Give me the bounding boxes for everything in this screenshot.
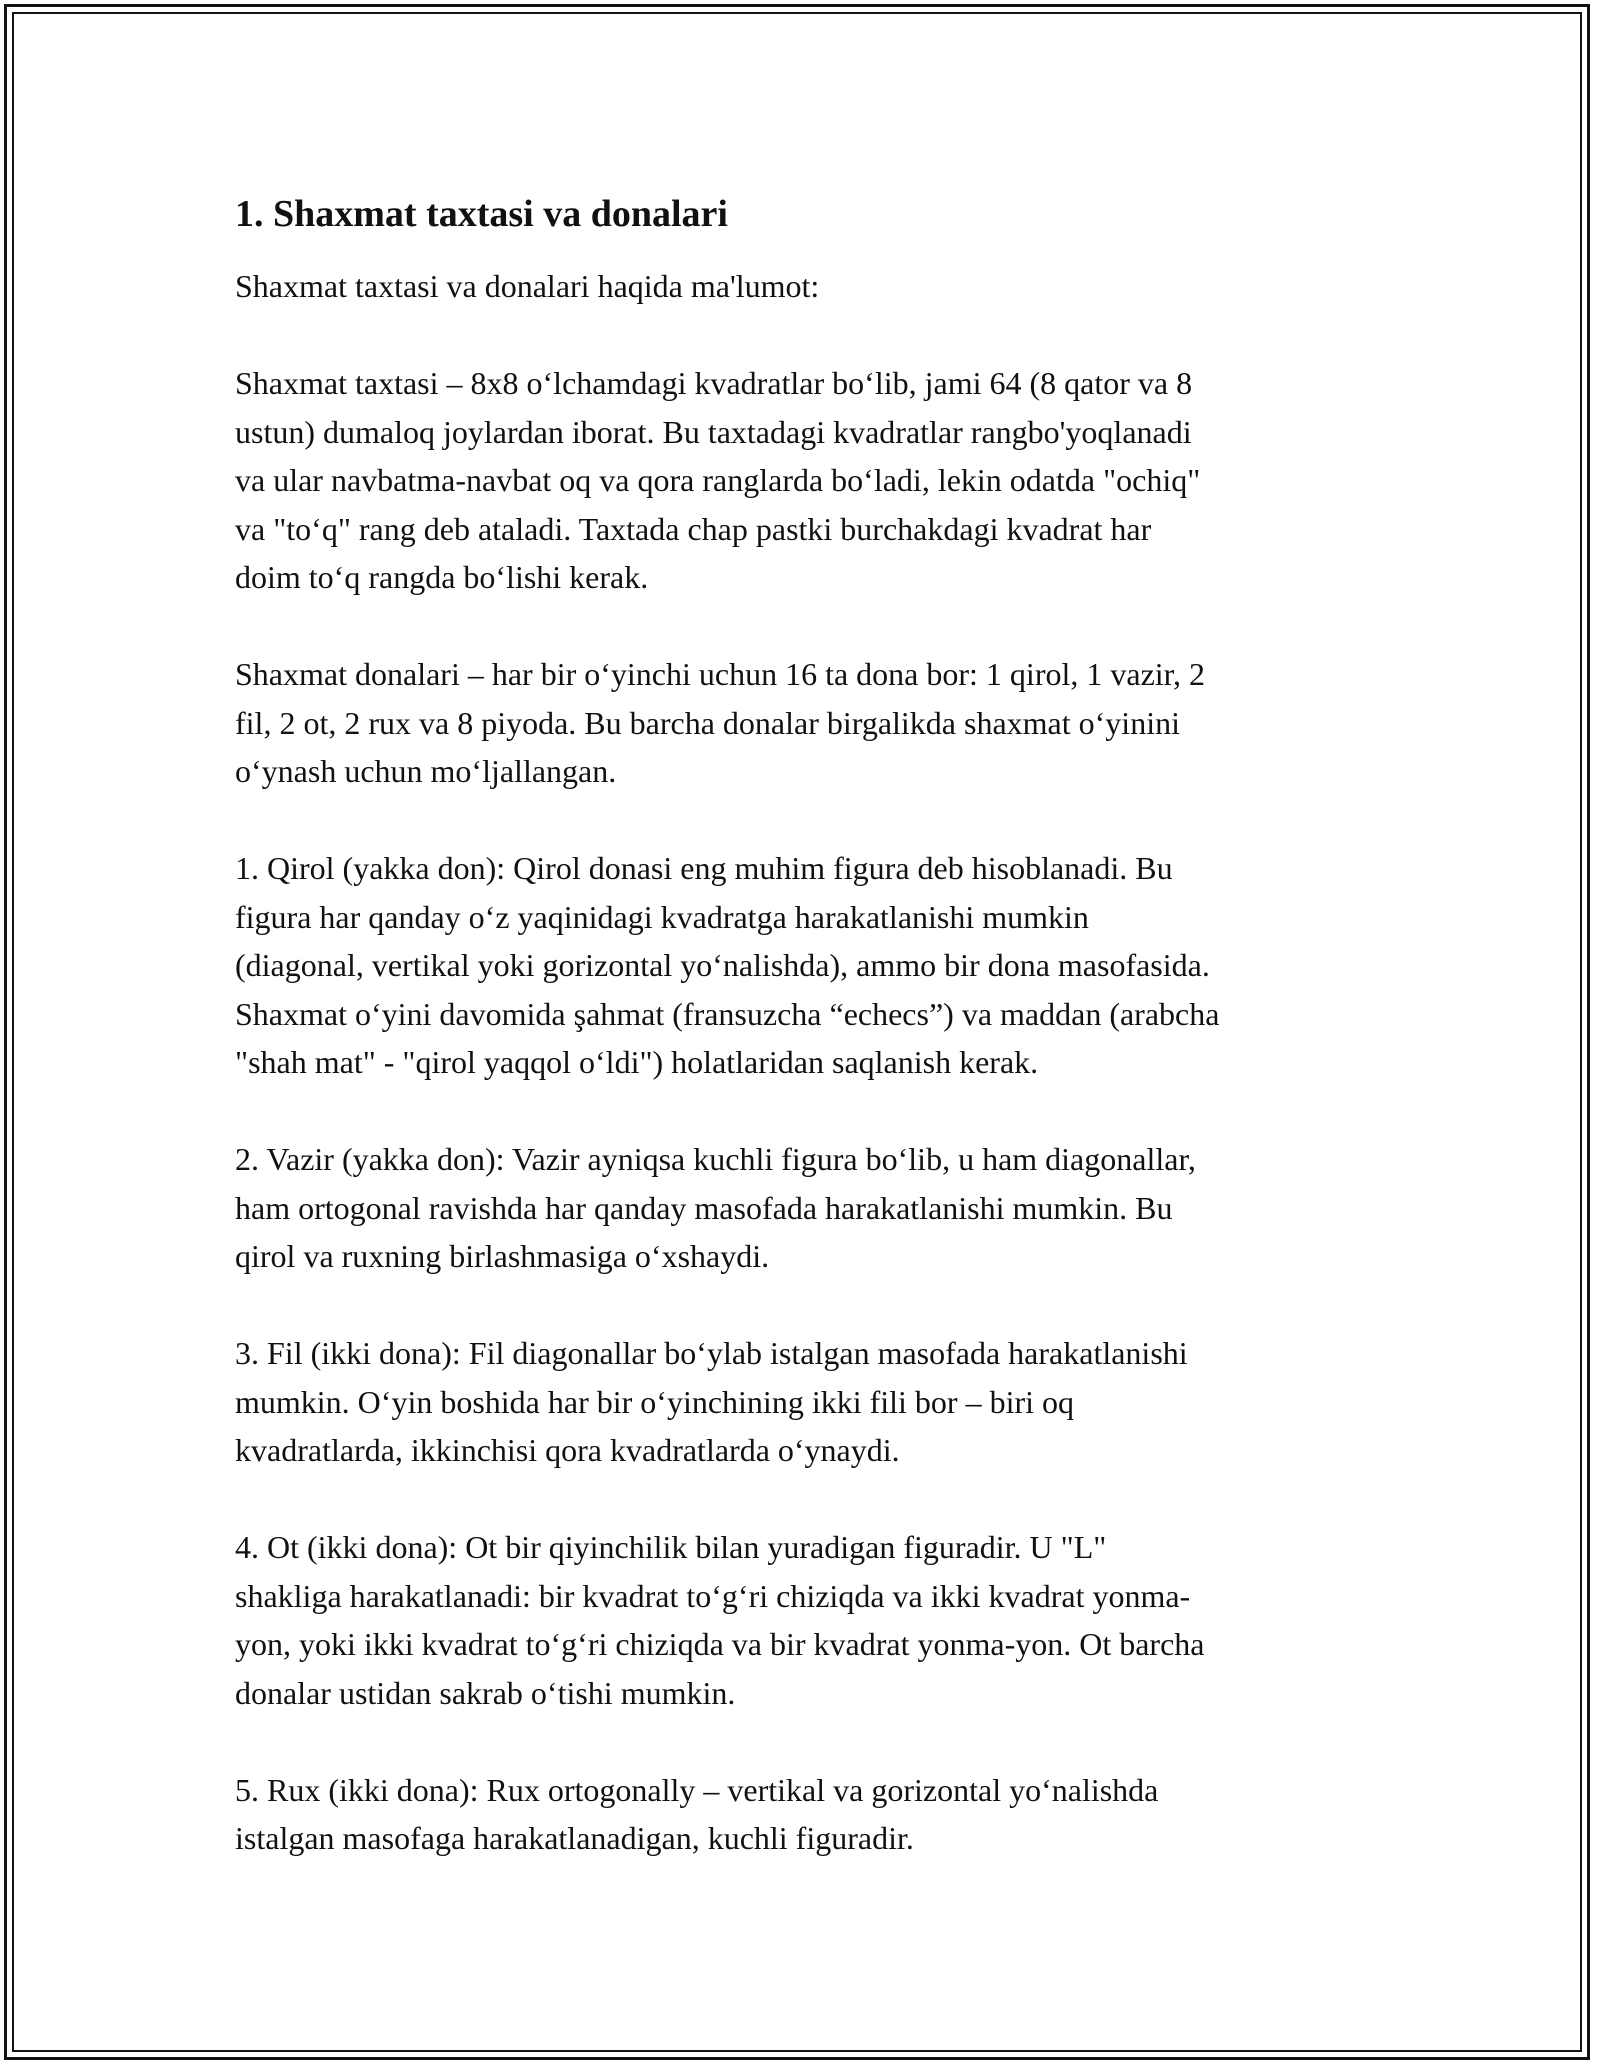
- paragraph-line: qirol va ruxning birlashmasiga o‘xshaydi.: [235, 1238, 770, 1274]
- paragraph-line: doim to‘q rangda bo‘lishi kerak.: [235, 559, 649, 595]
- paragraph-line: 4. Ot (ikki dona): Ot bir qiyinchilik bilan yuradigan figuradir. U "L": [235, 1529, 1107, 1565]
- paragraph-pieces: [235, 650, 1370, 796]
- paragraph-line: fil, 2 ot, 2 rux va 8 piyoda. Bu barcha donalar birgalikda shaxmat o‘yinini: [235, 704, 1180, 741]
- paragraph-line: ham ortogonal ravishda har qanday masofada harakatlanishi mumkin. Bu: [235, 1189, 1173, 1226]
- paragraph-line: Shaxmat taxtasi – 8x8 o‘lchamdagi kvadratlar bo‘lib, jami 64 (8 qator va 8: [235, 365, 1193, 401]
- paragraph-line: yon, yoki ikki kvadrat to‘g‘ri chiziqda va bir kvadrat yonma-yon. Ot barcha: [235, 1626, 1205, 1662]
- paragraph-line: Shaxmat donalari – har bir o‘yinchi uchun 16 ta dona bor: 1 qirol, 1 vazir, 2: [235, 656, 1206, 692]
- paragraph-line: (diagonal, vertikal yoki gorizontal yo‘nalishda), ammo bir dona masofasida.: [235, 947, 1210, 983]
- paragraph-queen: [235, 1135, 1370, 1281]
- paragraph-line: o‘ynash uchun mo‘ljallangan.: [235, 753, 617, 789]
- paragraph-line: va ular navbatma-navbat oq va qora ranglarda bo‘ladi, lekin odatda "ochiq": [235, 462, 1201, 498]
- intro-paragraph: Shaxmat taxtasi va donalari haqida ma'lumot:: [235, 268, 820, 304]
- paragraph-line: donalar ustidan sakrab o‘tishi mumkin.: [235, 1674, 736, 1711]
- section-heading: 1. Shaxmat taxtasi va donalari: [235, 193, 728, 235]
- paragraph-line: mumkin. O‘yin boshida har bir o‘yinchining ikki fili bor – biri oq: [235, 1383, 1075, 1420]
- paragraph-line: 1. Qirol (yakka don): Qirol donasi eng muhim figura deb hisoblanadi. Bu: [235, 850, 1173, 886]
- paragraph-line: va "to‘q" rang deb ataladi. Taxtada chap pastki burchakdagi kvadrat har: [235, 510, 1152, 547]
- paragraph-line: figura har qanday o‘z yaqinidagi kvadratga harakatlanishi mumkin: [235, 898, 1089, 935]
- document-body: [235, 190, 1370, 1911]
- paragraph-king: [235, 844, 1370, 1087]
- paragraph-line: istalgan masofaga harakatlanadigan, kuchli figuradir.: [235, 1820, 914, 1856]
- paragraph-line: Shaxmat o‘yini davomida şahmat (fransuzcha “echecs”) va maddan (arabcha: [235, 995, 1220, 1032]
- paragraph-board: [235, 359, 1370, 602]
- paragraph-bishop: [235, 1329, 1370, 1475]
- paragraph-knight: [235, 1523, 1370, 1717]
- paragraph-line: kvadratlarda, ikkinchisi qora kvadratlarda o‘ynaydi.: [235, 1432, 900, 1468]
- paragraph-line: 5. Rux (ikki dona): Rux ortogonally – vertikal va gorizontal yo‘nalishda: [235, 1771, 1159, 1808]
- paragraph-rook: [235, 1766, 1370, 1863]
- paragraph-line: ustun) dumaloq joylardan iborat. Bu taxtadagi kvadratlar rangbo'yoqlanadi: [235, 413, 1192, 450]
- paragraph-line: shakliga harakatlanadi: bir kvadrat to‘g‘ri chiziqda va ikki kvadrat yonma-: [235, 1577, 1191, 1614]
- paragraph-line: 3. Fil (ikki dona): Fil diagonallar bo‘ylab istalgan masofada harakatlanishi: [235, 1335, 1188, 1371]
- paragraph-line: 2. Vazir (yakka don): Vazir ayniqsa kuchli figura bo‘lib, u ham diagonallar,: [235, 1141, 1196, 1177]
- paragraph-line: "shah mat" - "qirol yaqqol o‘ldi") holatlaridan saqlanish kerak.: [235, 1044, 1039, 1080]
